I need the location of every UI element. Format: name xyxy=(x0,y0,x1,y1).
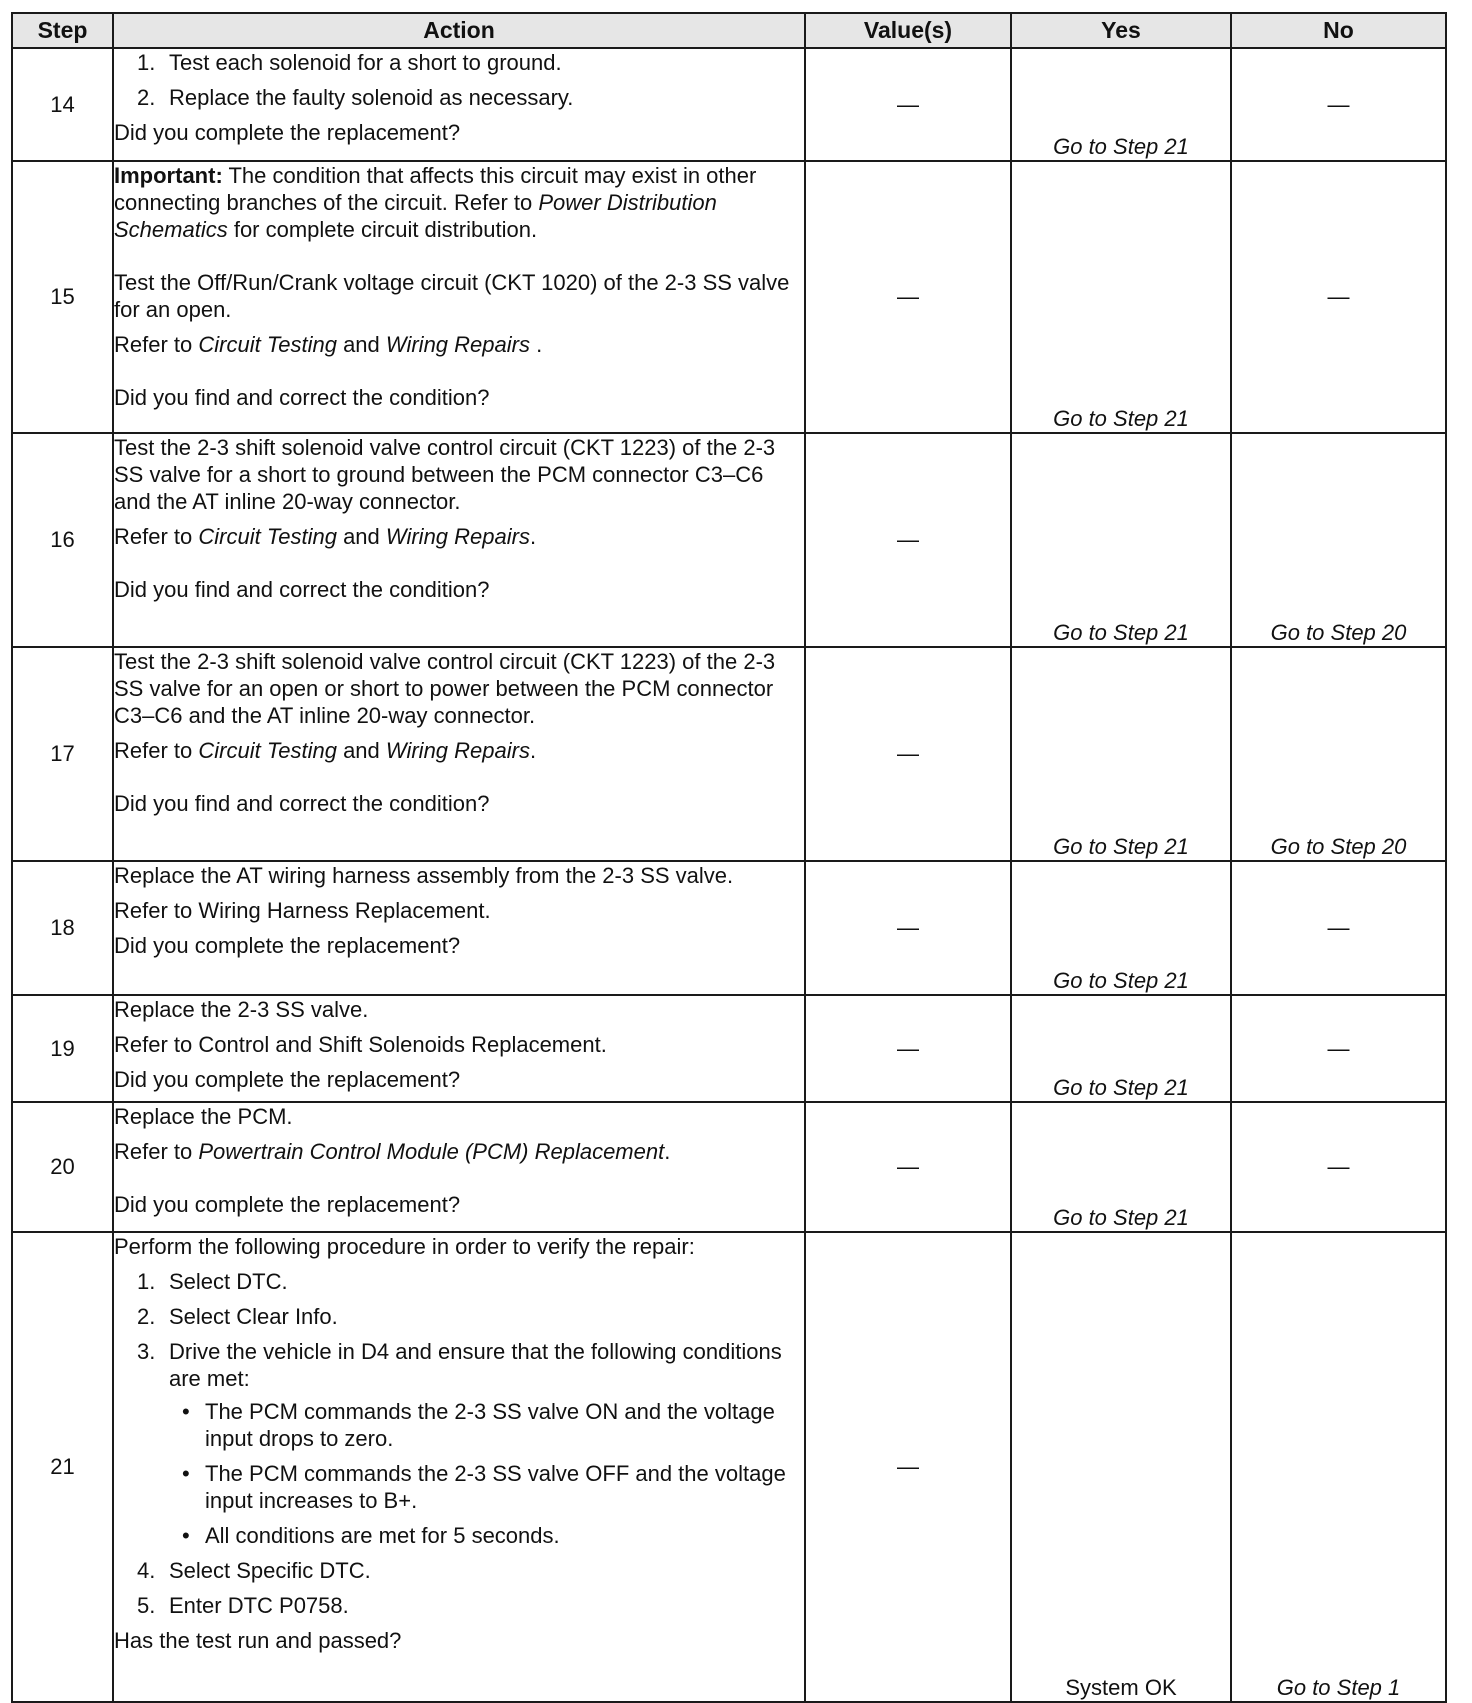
yes-link[interactable]: Go to Step 21 xyxy=(1053,1205,1189,1230)
header-no: No xyxy=(1231,13,1446,48)
question: Did you complete the replacement? xyxy=(114,120,461,145)
list-item xyxy=(114,84,804,111)
step-number: 16 xyxy=(12,433,113,647)
bullet-icon: • xyxy=(182,1523,190,1548)
item-number: 3. xyxy=(137,1339,156,1364)
step-number: 18 xyxy=(12,861,113,995)
yes-link[interactable]: Go to Step 21 xyxy=(1053,834,1189,859)
refer-prefix: Refer to xyxy=(114,332,199,357)
yes-link[interactable]: Go to Step 21 xyxy=(1053,620,1189,645)
action-list xyxy=(114,49,804,111)
table-row xyxy=(12,861,1446,995)
header-action: Action xyxy=(113,13,805,48)
question: Has the test run and passed? xyxy=(114,1628,402,1653)
condition-text: The PCM commands the 2-3 SS valve OFF and the voltage input increases to B+. xyxy=(205,1461,786,1513)
list-item xyxy=(114,49,804,76)
reference-link[interactable]: Power Distribution Schematics xyxy=(114,190,717,242)
refer-prefix: Refer to xyxy=(114,1139,199,1164)
value-cell: — xyxy=(805,433,1011,647)
important-label: Important: xyxy=(114,163,223,188)
step-number: 21 xyxy=(12,1232,113,1702)
list-item xyxy=(114,1338,804,1549)
value-cell: — xyxy=(805,1232,1011,1702)
action-text: Replace the AT wiring harness assembly from the 2-3 SS valve. xyxy=(114,863,734,888)
value-cell: — xyxy=(805,995,1011,1102)
action-cell xyxy=(113,433,805,647)
diagnostic-table xyxy=(11,12,1447,1703)
question: Did you find and correct the condition? xyxy=(114,791,490,816)
yes-cell xyxy=(1011,433,1231,647)
value-cell: — xyxy=(805,48,1011,161)
item-number: 2. xyxy=(137,85,156,110)
yes-link[interactable]: Go to Step 21 xyxy=(1053,1075,1189,1100)
item-number: 2. xyxy=(137,1304,156,1329)
item-text: Drive the vehicle in D4 and ensure that the following conditions are met: xyxy=(169,1339,782,1391)
table-row xyxy=(12,161,1446,433)
step-number: 19 xyxy=(12,995,113,1102)
yes-cell xyxy=(1011,995,1231,1102)
condition-item xyxy=(169,1522,804,1549)
refer-line xyxy=(114,737,804,764)
condition-text: All conditions are met for 5 seconds. xyxy=(205,1523,560,1548)
item-number: 1. xyxy=(137,1269,156,1294)
condition-item xyxy=(169,1460,804,1514)
value-cell: — xyxy=(805,861,1011,995)
step-number: 17 xyxy=(12,647,113,861)
no-cell: — xyxy=(1231,1102,1446,1232)
no-link[interactable]: Go to Step 20 xyxy=(1270,834,1407,859)
refer-line xyxy=(114,331,804,358)
list-item xyxy=(114,1268,804,1295)
value-cell: — xyxy=(805,647,1011,861)
yes-link[interactable]: Go to Step 21 xyxy=(1053,968,1189,993)
list-item xyxy=(114,1592,804,1619)
table-row xyxy=(12,48,1446,161)
test-text: Test the 2-3 shift solenoid valve control circuit (CKT 1223) of the 2-3 SS valve for a short to ground between the PCM connector C3–C6 and the AT inline 20-way connector. xyxy=(114,435,776,514)
refer-tail: . xyxy=(529,738,537,763)
yes-link[interactable]: Go to Step 21 xyxy=(1053,134,1189,159)
action-list xyxy=(114,1268,804,1619)
yes-cell xyxy=(1011,647,1231,861)
bullet-icon: • xyxy=(182,1461,190,1486)
header-values: Value(s) xyxy=(805,13,1011,48)
important-tail: for complete circuit distribution. xyxy=(227,217,538,242)
question: Did you complete the replacement? xyxy=(114,1067,461,1092)
item-text: Select Clear Info. xyxy=(169,1304,338,1329)
item-number: 1. xyxy=(137,50,156,75)
question: Did you find and correct the condition? xyxy=(114,577,490,602)
condition-list xyxy=(169,1398,804,1549)
condition-item xyxy=(169,1398,804,1452)
header-step: Step xyxy=(12,13,113,48)
value-cell: — xyxy=(805,161,1011,433)
action-text: Replace the 2-3 SS valve. xyxy=(114,997,369,1022)
question: Did you complete the replacement? xyxy=(114,933,461,958)
yes-cell xyxy=(1011,1102,1231,1232)
question: Did you complete the replacement? xyxy=(114,1192,461,1217)
yes-cell xyxy=(1011,861,1231,995)
step-number: 20 xyxy=(12,1102,113,1232)
important-note xyxy=(114,162,804,243)
refer-line xyxy=(114,1138,804,1165)
no-link[interactable]: Go to Step 1 xyxy=(1276,1675,1401,1700)
bullet-icon: • xyxy=(182,1399,190,1424)
item-text: Select Specific DTC. xyxy=(169,1558,371,1583)
item-text: Select DTC. xyxy=(169,1269,288,1294)
test-text: Test the 2-3 shift solenoid valve control circuit (CKT 1223) of the 2-3 SS valve for an open or short to power between the PCM connector C3–C6 and the AT inline 20-way connector. xyxy=(114,649,776,728)
table-row xyxy=(12,1102,1446,1232)
header-row xyxy=(12,13,1446,48)
no-cell: — xyxy=(1231,995,1446,1102)
no-cell: — xyxy=(1231,48,1446,161)
yes-cell xyxy=(1011,1232,1231,1702)
table-row xyxy=(12,433,1446,647)
item-text: Test each solenoid for a short to ground. xyxy=(169,50,562,75)
action-cell xyxy=(113,1232,805,1702)
no-cell: — xyxy=(1231,861,1446,995)
list-item xyxy=(114,1303,804,1330)
yes-result: System OK xyxy=(1065,1675,1177,1700)
reference-link[interactable]: Circuit Testing xyxy=(198,332,337,357)
reference-link[interactable]: Powertrain Control Module (PCM) Replacement xyxy=(198,1139,665,1164)
table-row xyxy=(12,647,1446,861)
item-text: Replace the faulty solenoid as necessary. xyxy=(169,85,574,110)
item-number: 4. xyxy=(137,1558,156,1583)
table-row xyxy=(12,995,1446,1102)
yes-cell xyxy=(1011,161,1231,433)
question: Did you find and correct the condition? xyxy=(114,385,490,410)
no-cell xyxy=(1231,433,1446,647)
refer-tail: . xyxy=(529,332,543,357)
action-cell xyxy=(113,1102,805,1232)
refer-prefix: Refer to xyxy=(114,738,199,763)
action-cell xyxy=(113,48,805,161)
action-cell xyxy=(113,647,805,861)
yes-cell xyxy=(1011,48,1231,161)
reference-link[interactable]: Wiring Repairs xyxy=(385,332,530,357)
item-text: Enter DTC P0758. xyxy=(169,1593,349,1618)
list-item xyxy=(114,1557,804,1584)
refer-and: and xyxy=(336,738,386,763)
reference-link[interactable]: Circuit Testing xyxy=(198,524,337,549)
table-row xyxy=(12,1232,1446,1702)
refer-line xyxy=(114,523,804,550)
step-number: 15 xyxy=(12,161,113,433)
refer-text: Refer to Wiring Harness Replacement. xyxy=(114,898,491,923)
refer-prefix: Refer to xyxy=(114,524,199,549)
refer-text: Refer to Control and Shift Solenoids Replacement. xyxy=(114,1032,607,1057)
refer-tail: . xyxy=(664,1139,671,1164)
reference-link[interactable]: Wiring Repairs xyxy=(385,524,530,549)
reference-link[interactable]: Wiring Repairs xyxy=(385,738,530,763)
important-text: The condition that affects this circuit may exist in other connecting branches of the circuit. Refer to xyxy=(114,163,757,215)
header-yes: Yes xyxy=(1011,13,1231,48)
action-text: Replace the PCM. xyxy=(114,1104,293,1129)
refer-and: and xyxy=(336,332,386,357)
action-cell xyxy=(113,161,805,433)
action-cell xyxy=(113,861,805,995)
no-cell: — xyxy=(1231,161,1446,433)
no-cell xyxy=(1231,647,1446,861)
condition-text: The PCM commands the 2-3 SS valve ON and the voltage input drops to zero. xyxy=(205,1399,775,1451)
step-number: 14 xyxy=(12,48,113,161)
action-cell xyxy=(113,995,805,1102)
reference-link[interactable]: Circuit Testing xyxy=(198,738,337,763)
intro-text: Perform the following procedure in order to verify the repair: xyxy=(114,1234,695,1259)
refer-tail: . xyxy=(529,524,537,549)
test-text: Test the Off/Run/Crank voltage circuit (CKT 1020) of the 2-3 SS valve for an open. xyxy=(114,270,790,322)
no-cell xyxy=(1231,1232,1446,1702)
item-number: 5. xyxy=(137,1593,156,1618)
refer-and: and xyxy=(336,524,386,549)
value-cell: — xyxy=(805,1102,1011,1232)
yes-link[interactable]: Go to Step 21 xyxy=(1053,406,1189,431)
no-link[interactable]: Go to Step 20 xyxy=(1270,620,1407,645)
